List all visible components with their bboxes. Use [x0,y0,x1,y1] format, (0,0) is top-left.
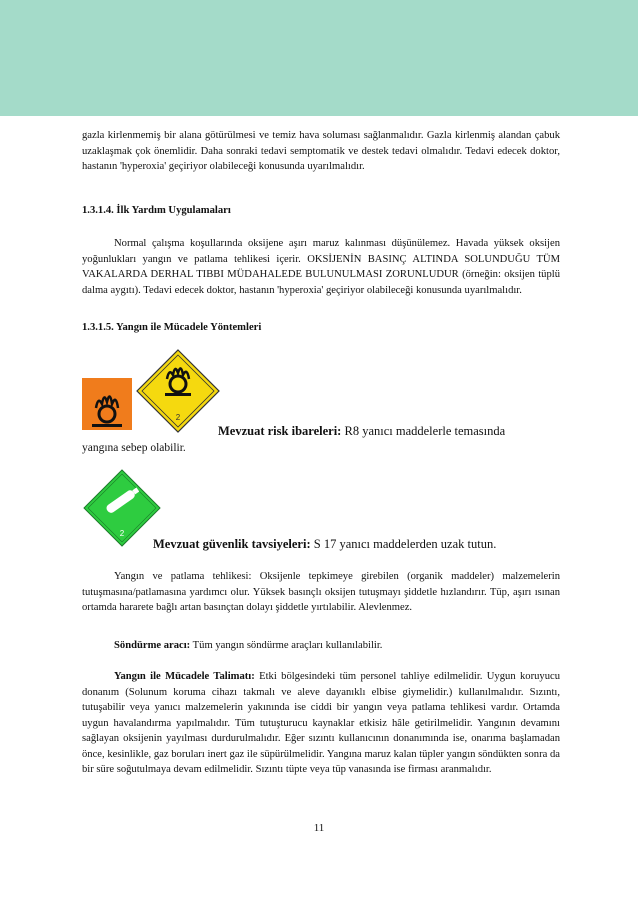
green-gas-cylinder-diamond-icon [82,468,162,548]
extinguish-text: Tüm yangın söndürme araçları kullanılabilir. [190,640,383,651]
risk-label: Mevzuat risk ibareleri: [218,424,342,438]
paragraph-fire-instructions [82,669,560,778]
safety-text: S 17 yanıcı maddelerden uzak tutun. [310,537,497,551]
page-number: 11 [313,822,325,834]
extinguish-label: Söndürme aracı: [114,640,191,651]
yellow-oxidizer-diamond-icon [135,348,221,434]
paragraph-first-aid: Normal çalışma koşullarında oksijene aşırı maruz kalınması düşünülemez. Havada yüksek oksijen yoğunlukları yangın ve patlama tehlikesi içerir. OKSİJENİN BASINÇ ALTINDA SOLUNDUĞU TÜM VAKALARDA DERHAL TIBBI MÜDAHALEDE BULUNULMASI ZORUNLUDUR (örneğin: oksijen tüplü dalma aygıtı). Tedavi edecek doktor, hastanın 'hyperoxia' geçiriyor olabileceği konusunda uyarılmalıdır. [82,238,560,296]
paragraph-fire-explosion-hazard: Yangın ve patlama tehlikesi: Oksijenle tepkimeye girebilen (organik maddeler) malzemelerin tutuşmasına/patlamasına yardımcı olur. Yüksek basınçlı oksijen tutuşmayı şiddetle hızlandırır. Tüp, aşırı ısınan ortamda hararete bağlı artan basınçtan dolayı şiddetle yırtılabilir. Alevlenmez. [82,571,560,613]
risk-phrase-line [218,424,560,439]
risk-text-continued: yangına sebep olabilir. [82,442,186,454]
paragraph-extinguishing-media [82,638,560,654]
green-sign-number: 2 [119,529,125,538]
paragraph-aftercare: gazla kirlenmemiş bir alana götürülmesi ve temiz hava soluması sağlanmalıdır. Gazla kirlenmiş alandan çabuk uzaklaşmak çok önemlidir. Daha sonraki tedavi semptomatik ve destek tedavi olmalıdır. Tedavi edecek doktor, hastanın 'hyperoxia' geçiriyor olabileceği konusunda uyarılmalıdır. [82,130,560,172]
orange-oxidizer-sign-icon [82,378,132,430]
instructions-text: Etki bölgesindeki tüm personel tahliye edilmelidir. Uygun koruyucu donanım (Solunum koruma cihazı takmalı ve aleve dayanıklı elbise giymelidir.) kullanılmalıdır. Sızıntı, tutuşabilir veya yanıcı malzemelerin yakınında ise ciddi bir yangın veya patlama tehlikesi vardır. Ortamda uygun havalandırma yapılmalıdır. Tüm tutuşturucu kaynaklar etkisiz hâle getirilmelidir. Yangının devamını sağlayan oksijenin yayılması durdurulmalıdır. Eğer sızıntı kullanıcının donanımında ise, onarıma başlamadan önce, kesinlikle, gaz boruları inert gaz ile süpürülmelidir. Yangına maruz kalan tüpler yangın söndükten sonra da bir süre soğutulmaya devam edilmelidir. Sızıntı tüpte veya tüp vanasında ise firması aranmalıdır. [82,671,560,775]
instructions-label: Yangın ile Mücadele Talimatı: [114,671,255,682]
heading-first-aid: 1.3.1.4. İlk Yardım Uygulamaları [82,205,231,216]
yellow-sign-number: 2 [175,413,181,422]
risk-text: R8 yanıcı maddelerle temasında [341,424,506,438]
heading-fire-fighting: 1.3.1.5. Yangın ile Mücadele Yöntemleri [82,322,262,333]
header-band [0,0,638,116]
safety-phrase-line [153,537,496,552]
safety-label: Mevzuat güvenlik tavsiyeleri: [153,537,311,551]
